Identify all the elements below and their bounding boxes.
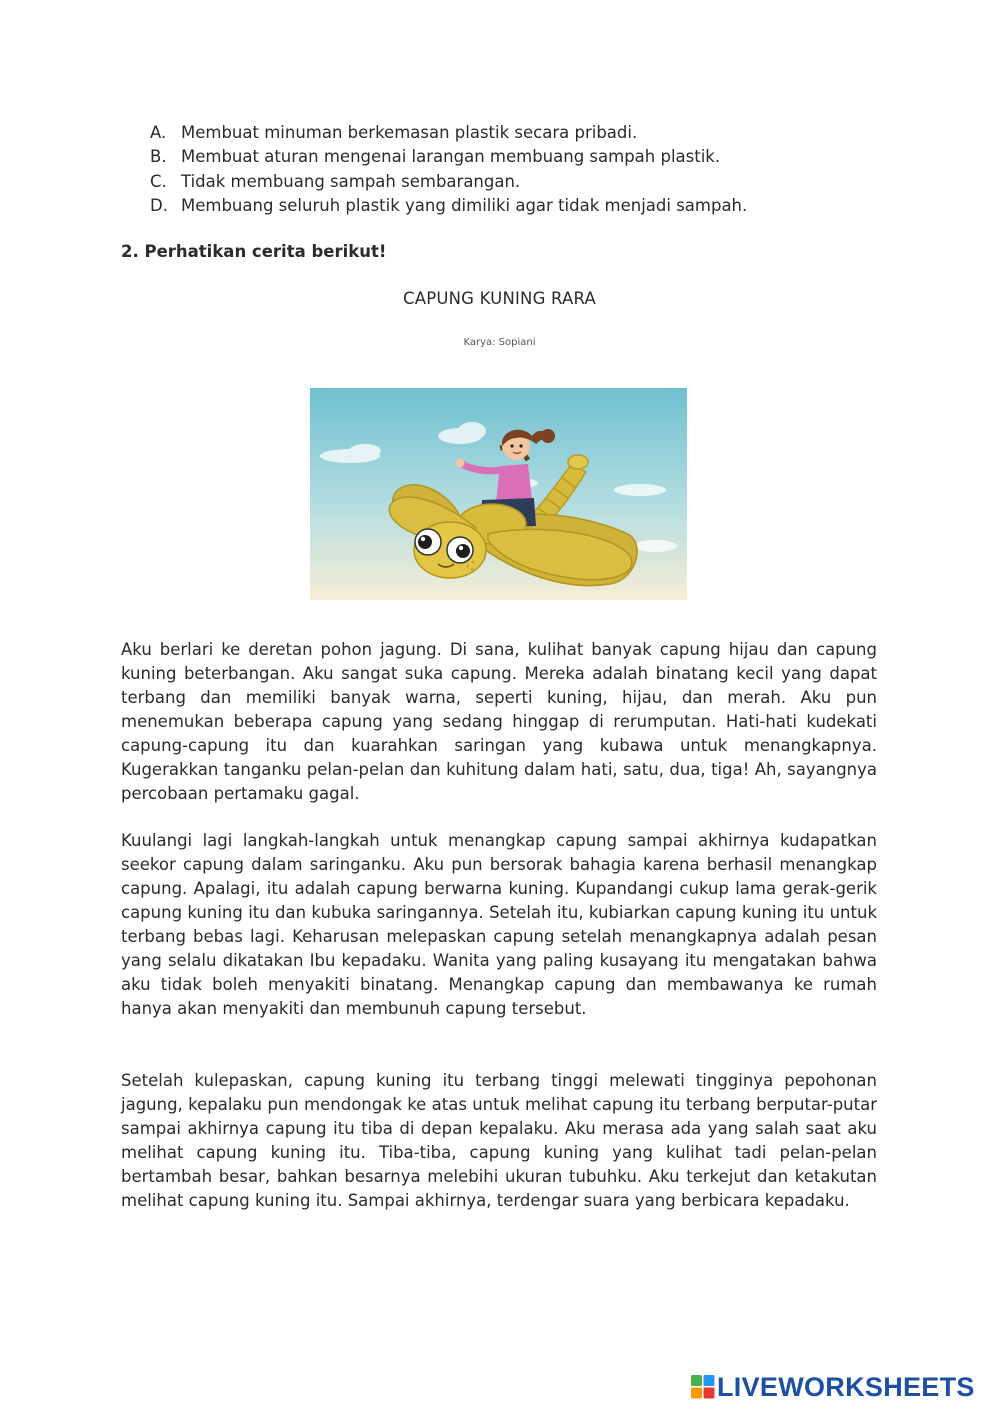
- girl-riding-dragonfly-illustration: [310, 388, 687, 600]
- story-paragraph-2: Kuulangi lagi langkah-langkah untuk menangkap capung sampai akhirnya kudapatkan seekor capung dalam saringanku. Aku pun bersorak bahagia karena berhasil menangkap capung. Apalagi, itu adalah capung berwarna kuning. Kupandangi cukup lama gerak-gerik capung kuning itu dan kubuka saringannya. Setelah itu, kubiarkan capung kuning itu untuk terbang bebas lagi. Keharusan melepaskan capung setelah menangkapnya adalah pesan yang selalu dikatakan Ibu kepadaku. Wanita yang paling kusayang itu mengatakan bahwa aku tidak boleh menyakiti binatang. Menangkap capung dan membawanya ke rumah hanya akan menyakiti dan membunuh capung tersebut.: [121, 831, 877, 1018]
- liveworksheets-watermark[interactable]: [691, 1372, 975, 1402]
- liveworksheets-brand-text: LIVEWORKSHEETS: [717, 1371, 975, 1402]
- option-b[interactable]: B. Membuat aturan mengenai larangan membuang sampah plastik.: [150, 147, 721, 167]
- story-paragraph-1: Aku berlari ke deretan pohon jagung. Di sana, kulihat banyak capung hijau dan capung kuning beterbangan. Aku sangat suka capung. Mereka adalah binatang kecil yang dapat terbang dan memiliki banyak warna, seperti kuning, hijau, dan merah. Aku pun menemukan beberapa capung yang sedang hinggap di rerumputan. Hati-hati kudekati capung-capung itu dan kuarahkan saringan yang kubawa untuk menangkapnya. Kugerakkan tanganku pelan-pelan dan kuhitung dalam hati, satu, dua, tiga! Ah, sayangnya percobaan pertamaku gagal.: [121, 640, 877, 803]
- story-title: CAPUNG KUNING RARA: [402, 289, 596, 308]
- story-author: Karya: Sopiani: [463, 337, 536, 348]
- story-paragraph-3: Setelah kulepaskan, capung kuning itu terbang tinggi melewati tingginya pepohonan jagung, kepalaku pun mendongak ke atas untuk melihat capung itu terbang berputar-putar sampai akhirnya capung itu tiba di depan kepalaku. Aku merasa ada yang salah saat aku melihat capung kuning itu. Tiba-tiba, capung kuning yang kulihat tadi pelan-pelan bertambah besar, bahkan besarnya melebihi ukuran tubuhku. Aku terkejut dan ketakutan melihat capung kuning itu. Sampai akhirnya, terdengar suara yang berbicara kepadaku.: [121, 1071, 877, 1210]
- answer-options: [150, 121, 747, 218]
- option-d[interactable]: D. Membuang seluruh plastik yang dimiliki agar tidak menjadi sampah.: [150, 195, 748, 215]
- option-c[interactable]: C. Tidak membuang sampah sembarangan.: [150, 171, 521, 191]
- question-heading: 2. Perhatikan cerita berikut!: [121, 242, 387, 261]
- option-a[interactable]: A. Membuat minuman berkemasan plastik secara pribadi.: [150, 123, 638, 142]
- liveworksheets-logo-icon: [691, 1375, 715, 1399]
